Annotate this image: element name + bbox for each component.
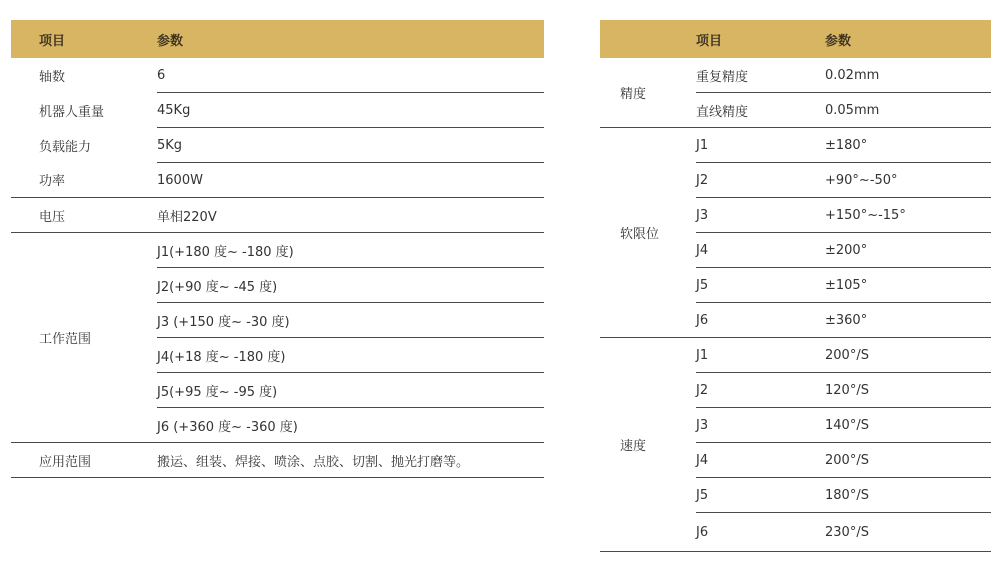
header-blank bbox=[600, 20, 696, 58]
table-row bbox=[11, 128, 544, 163]
table-row bbox=[11, 58, 544, 93]
table-header bbox=[11, 20, 544, 58]
row-value: 6 bbox=[157, 58, 544, 93]
table-row bbox=[11, 163, 544, 198]
row-value: 180°/S bbox=[825, 478, 991, 513]
row-value: +90°~-50° bbox=[825, 163, 991, 198]
row-item: J6 bbox=[696, 303, 825, 338]
row-item: 直线精度 bbox=[696, 93, 825, 128]
row-item: J2 bbox=[696, 163, 825, 198]
range-value: J6 (+360 度~ -360 度) bbox=[157, 408, 544, 443]
header-param: 参数 bbox=[157, 20, 544, 58]
row-name: 轴数 bbox=[39, 69, 66, 85]
row-value: 0.05mm bbox=[825, 93, 991, 128]
row-name: 电压 bbox=[11, 198, 157, 233]
row-item: J5 bbox=[696, 268, 825, 303]
row-name: 负载能力 bbox=[39, 139, 92, 155]
group-speed: 速度 bbox=[600, 338, 696, 552]
row-value: ±360° bbox=[825, 303, 991, 338]
table-row bbox=[600, 128, 991, 163]
table-row bbox=[11, 93, 544, 128]
row-value: ±180° bbox=[825, 128, 991, 163]
row-value: 0.02mm bbox=[825, 58, 991, 93]
header-item: 项目 bbox=[11, 20, 157, 58]
range-value: J3 (+150 度~ -30 度) bbox=[157, 303, 544, 338]
row-value: 140°/S bbox=[825, 408, 991, 443]
application-name: 应用范围 bbox=[11, 443, 157, 478]
range-value: J2(+90 度~ -45 度) bbox=[157, 268, 544, 303]
table-row bbox=[600, 58, 991, 93]
row-value: 5Kg bbox=[157, 128, 544, 163]
row-value: ±200° bbox=[825, 233, 991, 268]
row-item: J1 bbox=[696, 128, 825, 163]
row-value: 单相220V bbox=[157, 198, 544, 233]
header-item: 项目 bbox=[696, 20, 825, 58]
group-soft-limit: 软限位 bbox=[600, 128, 696, 338]
table-row bbox=[11, 198, 544, 233]
row-item: 重复精度 bbox=[696, 58, 825, 93]
range-value: J1(+180 度~ -180 度) bbox=[157, 233, 544, 268]
spec-table-right bbox=[600, 20, 991, 552]
row-item: J3 bbox=[696, 408, 825, 443]
row-item: J5 bbox=[696, 478, 825, 513]
row-value: 45Kg bbox=[157, 93, 544, 128]
row-value: 230°/S bbox=[825, 513, 991, 552]
row-value: 200°/S bbox=[825, 338, 991, 373]
row-item: J1 bbox=[696, 338, 825, 373]
row-item: J6 bbox=[696, 513, 825, 552]
group-precision: 精度 bbox=[600, 58, 696, 128]
row-value: +150°~-15° bbox=[825, 198, 991, 233]
row-name: 功率 bbox=[11, 163, 157, 198]
row-item: J3 bbox=[696, 198, 825, 233]
spec-table-left bbox=[11, 20, 544, 478]
table-row bbox=[11, 233, 544, 268]
header-param: 参数 bbox=[825, 20, 991, 58]
row-item: J2 bbox=[696, 373, 825, 408]
table-header bbox=[600, 20, 991, 58]
table-row bbox=[11, 443, 544, 478]
row-value: 1600W bbox=[157, 163, 544, 198]
row-value: 200°/S bbox=[825, 443, 991, 478]
row-item: J4 bbox=[696, 443, 825, 478]
range-value: J4(+18 度~ -180 度) bbox=[157, 338, 544, 373]
range-name: 工作范围 bbox=[11, 233, 157, 443]
table-row bbox=[600, 338, 991, 373]
application-value: 搬运、组装、焊接、喷涂、点胶、切割、抛光打磨等。 bbox=[157, 443, 544, 478]
range-value: J5(+95 度~ -95 度) bbox=[157, 373, 544, 408]
row-name: 机器人重量 bbox=[39, 104, 105, 120]
row-value: ±105° bbox=[825, 268, 991, 303]
row-value: 120°/S bbox=[825, 373, 991, 408]
row-item: J4 bbox=[696, 233, 825, 268]
